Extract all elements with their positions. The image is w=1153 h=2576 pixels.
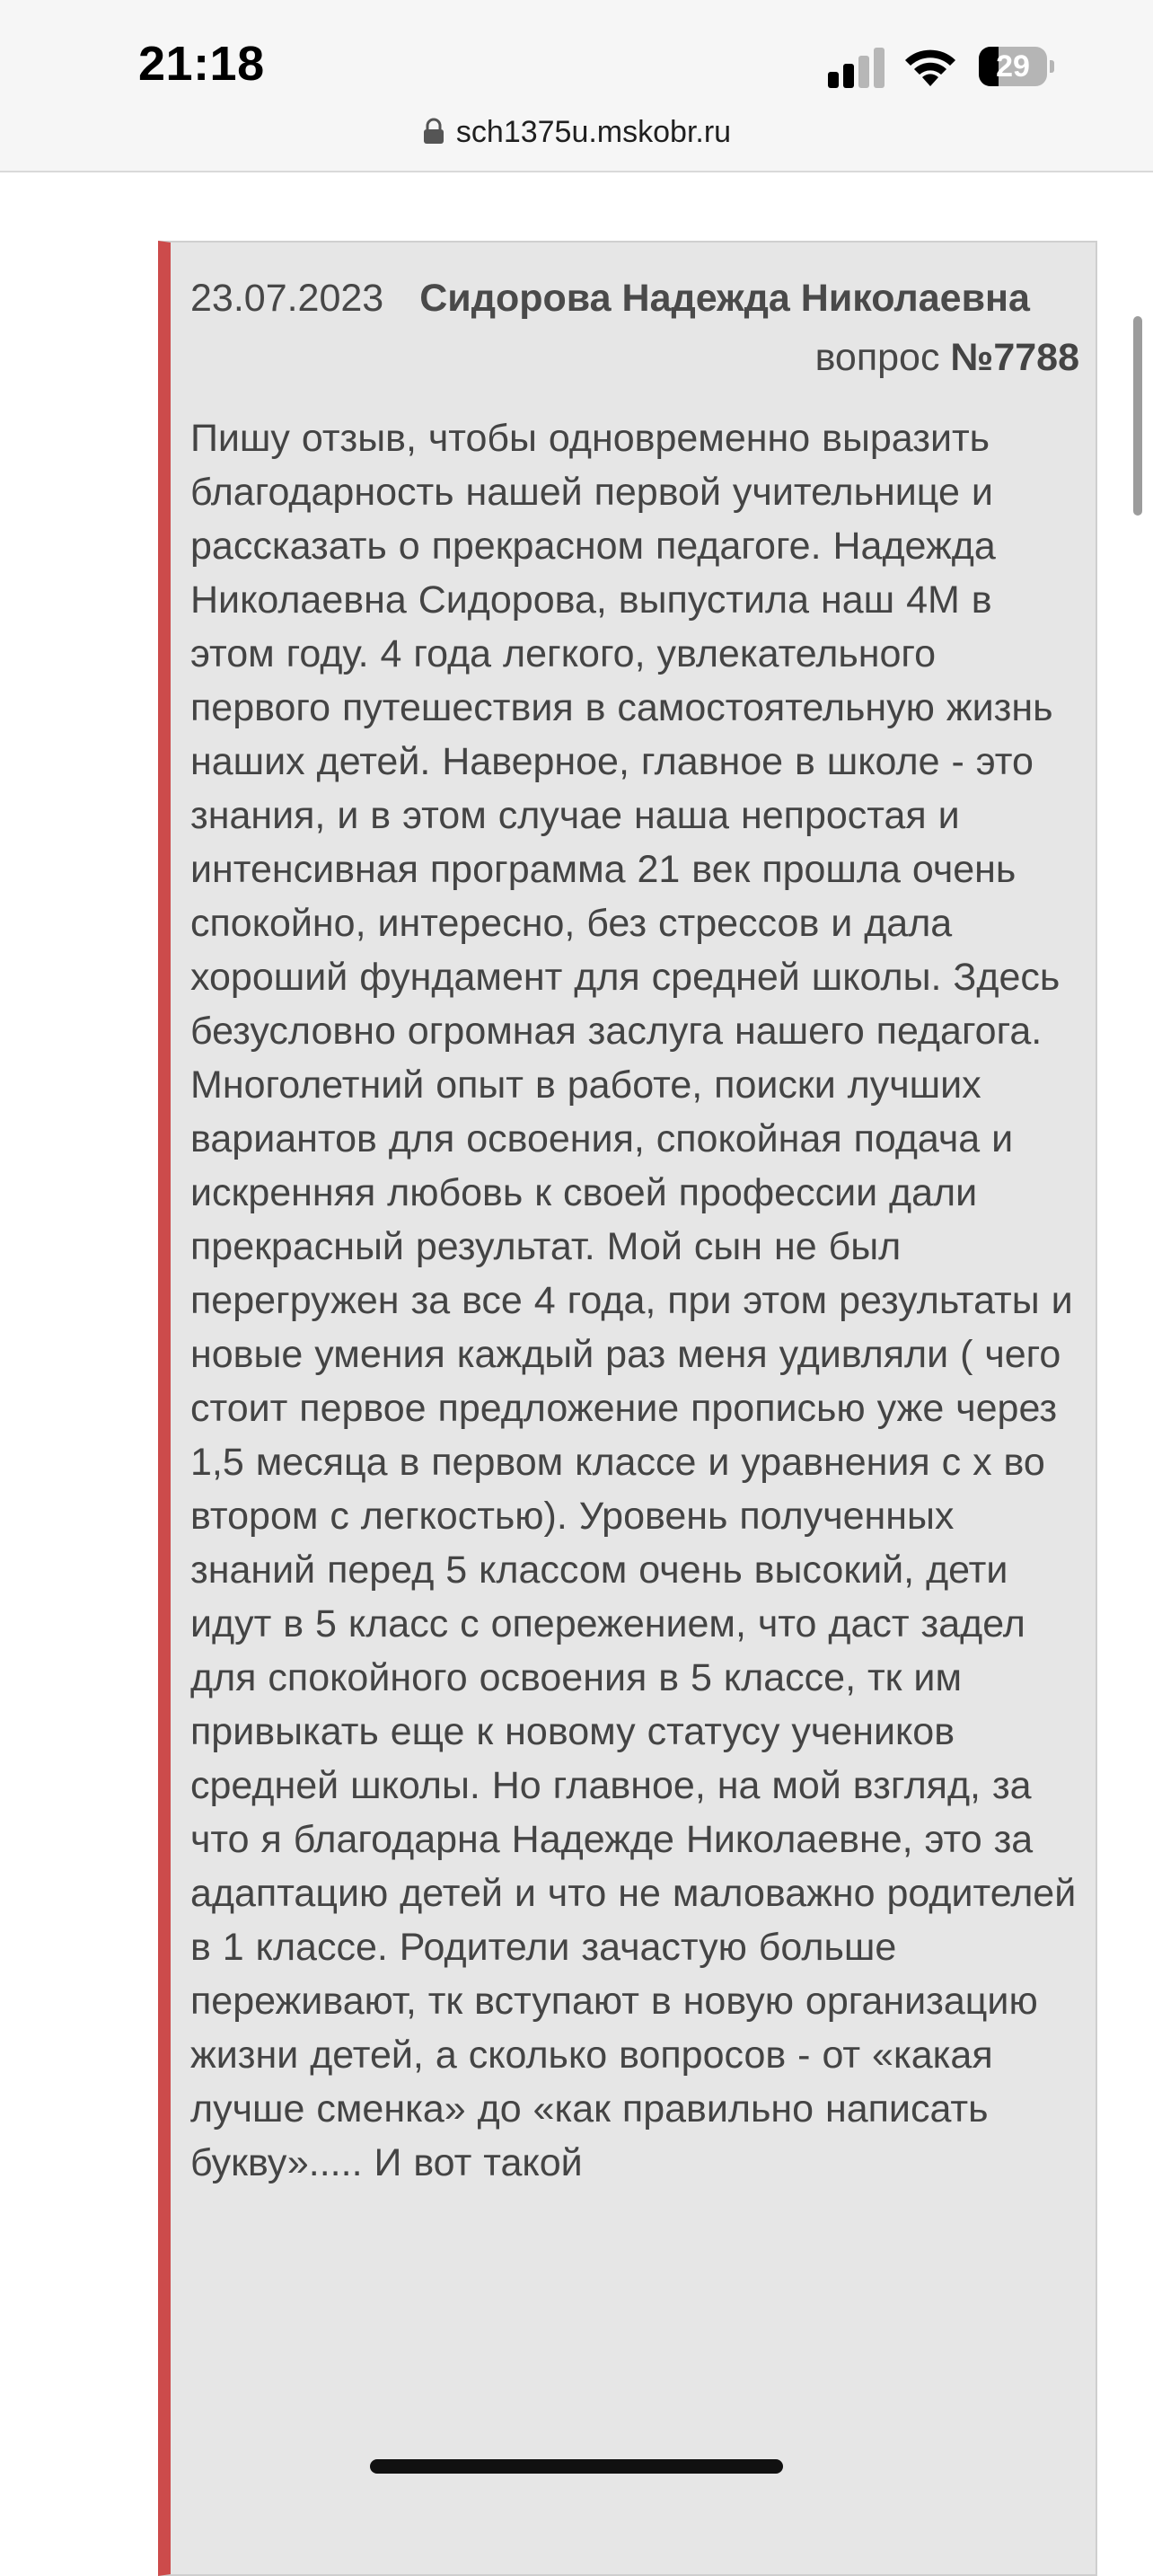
wifi-icon bbox=[902, 41, 958, 88]
battery-icon bbox=[979, 47, 1054, 86]
review-card bbox=[158, 241, 1097, 2576]
battery-level: 29 bbox=[996, 49, 1030, 84]
cellular-signal-icon bbox=[828, 47, 885, 88]
url-text: sch1375u.mskobr.ru bbox=[455, 115, 732, 149]
home-indicator[interactable] bbox=[370, 2459, 783, 2474]
status-time: 21:18 bbox=[138, 37, 265, 91]
page-content bbox=[0, 172, 1153, 2495]
review-author: Сидорова Надежда Николаевна bbox=[419, 277, 1030, 320]
review-header bbox=[190, 271, 1079, 325]
review-text: Пишу отзыв, чтобы одновременно выразить благодарность нашей первой учительнице и рассказать о прекрасном педагоге. Надежда Николаевна Сидорова, выпустила наш 4М в этом году. 4 года легкого, увлекательного первого путешествия в самостоятельную жизнь наших детей. Наверное, главное в школе - это знания, и в этом случае наша непростая и интенсивная программа 21 век прошла очень спокойно, интересно, без стрессов и дала хороший фундамент для средней школы. Здесь безусловно огромная заслуга нашего педагога. Многолетний опыт в работе, поиски лучших вариантов для освоения, спокойная подача и искренняя любовь к своей профессии дали прекрасный результат. Мой сын не был перегружен за все 4 года, при этом результаты и новые умения каждый раз меня удивляли ( чего стоит первое предложение прописью уже через 1,5 месяца в первом классе и уравнения с х во втором с легкостью). Уровень полученных знаний перед 5 классом очень высокий, дети идут в 5 класс с опережением, что даст задел для спокойного освоения в 5 классе, тк им привыкать еще к новому статусу учеников средней школы. Но главное, на мой взгляд, за что я благодарна Надежде Николаевне, это за адаптацию детей и что не маловажно родителей в 1 классе. Родители зачастую больше переживают, тк вступают в новую организацию жизни детей, а сколько вопросов - от «какая лучше сменка» до «как правильно написать букву»..... И вот такой bbox=[190, 417, 1077, 2184]
question-number bbox=[190, 331, 1079, 384]
signal-bar bbox=[874, 48, 885, 88]
signal-bar bbox=[858, 56, 869, 88]
lock-icon bbox=[422, 118, 445, 145]
question-id: №7788 bbox=[950, 336, 1079, 379]
review-date: 23.07.2023 bbox=[190, 277, 384, 320]
signal-bar bbox=[843, 64, 854, 88]
question-label: вопрос bbox=[814, 336, 940, 379]
browser-address-bar[interactable] bbox=[0, 117, 1153, 172]
signal-bar bbox=[828, 72, 839, 88]
status-bar bbox=[0, 0, 1153, 117]
scrollbar-thumb[interactable] bbox=[1133, 316, 1142, 516]
